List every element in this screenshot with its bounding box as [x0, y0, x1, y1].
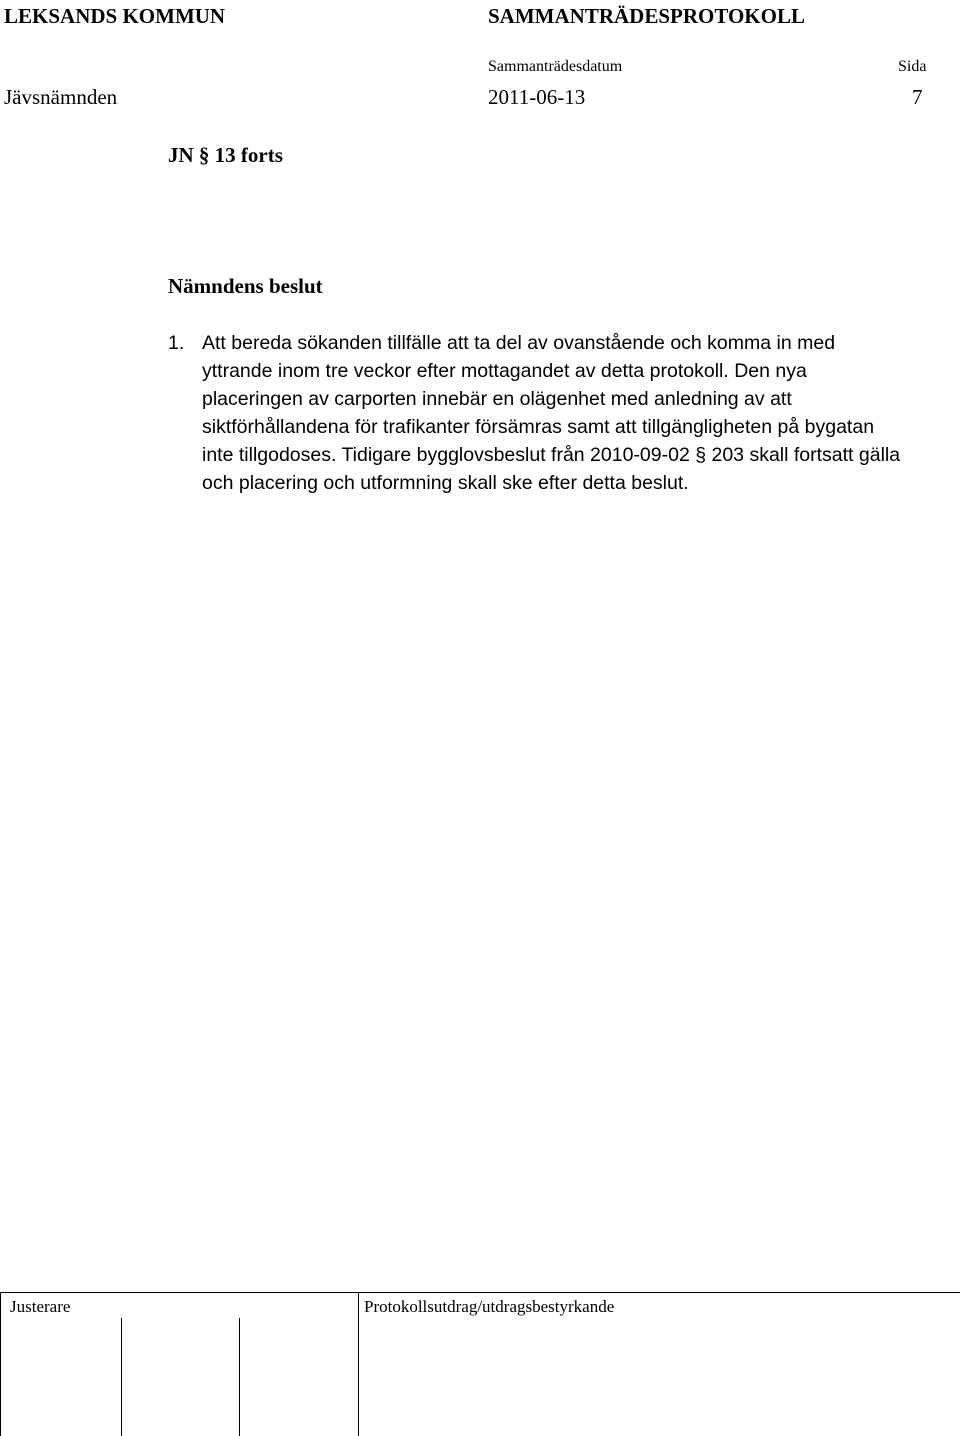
signature-box-divider-1 — [121, 1318, 122, 1436]
date-label: Sammanträdesdatum — [488, 58, 623, 75]
footer-column-divider — [358, 1292, 359, 1436]
footer-divider — [0, 1292, 960, 1293]
section-reference: JN § 13 forts — [168, 143, 283, 167]
committee-name: Jävsnämnden — [4, 85, 118, 109]
organization-name: LEKSANDS KOMMUN — [4, 4, 226, 28]
decision-heading: Nämndens beslut — [168, 274, 323, 298]
justerare-label: Justerare — [10, 1297, 71, 1316]
signature-box-divider-2 — [239, 1318, 240, 1436]
decision-item-number: 1. — [168, 332, 185, 354]
decision-item-text: Att bereda sökanden tillfälle att ta del av ovanstående och komma in med yttrande inom tre veckor efter mottagandet av detta protokoll. Den nya placeringen av carporten innebär en olägenhet med anledning av att siktförhållandena för trafikanter försämras samt att tillgängligheten på bygatan inte tillgodoses. Tidigare bygglovsbeslut från 2010-09-02 § 203 skall fortsatt gälla och placering och utformning skall ske efter detta beslut. — [202, 332, 901, 494]
footer-border-left — [0, 1292, 1, 1436]
document-type: SAMMANTRÄDESPROTOKOLL — [488, 4, 805, 28]
page-number: 7 — [912, 85, 923, 109]
meeting-date: 2011-06-13 — [488, 85, 586, 109]
page-label: Sida — [898, 58, 927, 75]
decision-item — [168, 329, 928, 497]
extract-certification-label: Protokollsutdrag/utdragsbestyrkande — [364, 1297, 615, 1316]
